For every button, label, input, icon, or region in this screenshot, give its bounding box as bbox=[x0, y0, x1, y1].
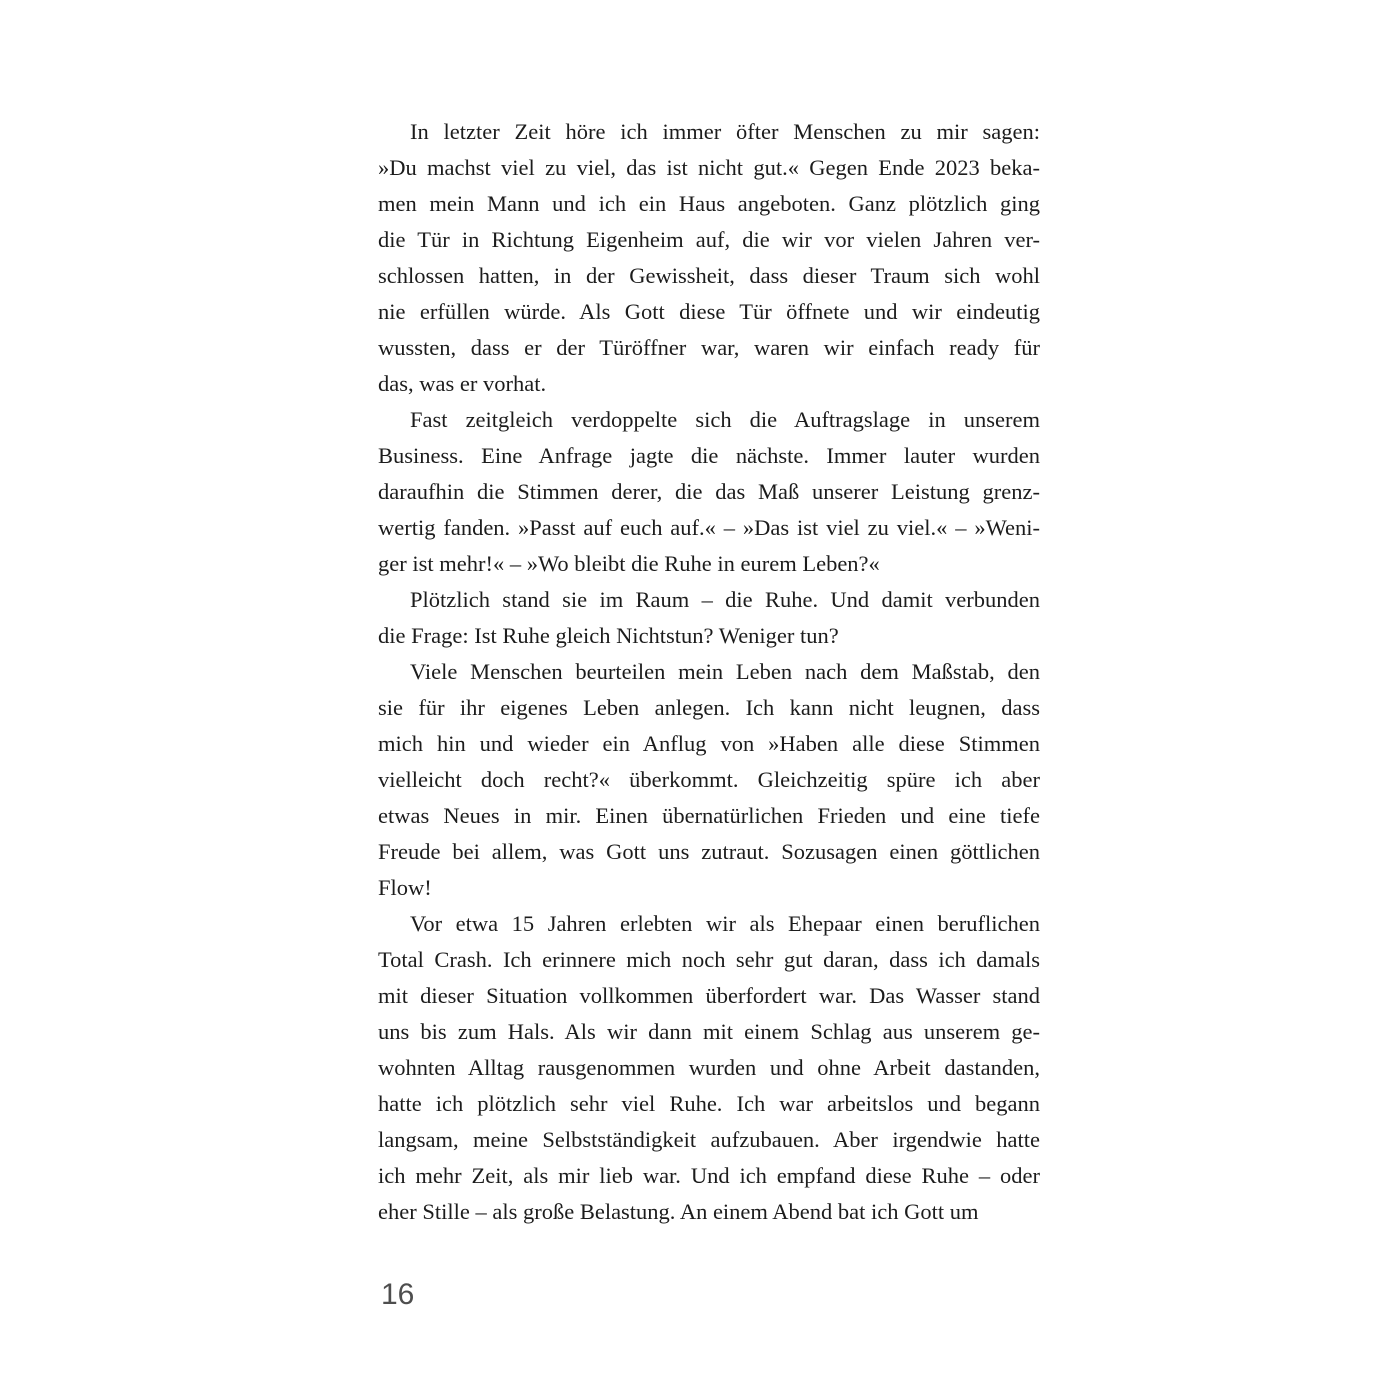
text-line: men mein Mann und ich ein Haus angeboten. Ganz plötzlich ging bbox=[378, 191, 1040, 216]
paragraph bbox=[378, 114, 1040, 402]
text-line: daraufhin die Stimmen derer, die das Maß unserer Leistung grenz- bbox=[378, 479, 1040, 504]
page-number: 16 bbox=[381, 1278, 415, 1311]
text-line: das, was er vorhat. bbox=[378, 371, 547, 396]
body-text bbox=[378, 114, 1040, 1230]
text-line: wertig fanden. »Passt auf euch auf.« – »Das ist viel zu viel.« – »Weni- bbox=[378, 515, 1040, 540]
text-line: Flow! bbox=[378, 875, 432, 900]
text-line: Vor etwa 15 Jahren erlebten wir als Ehepaar einen beruflichen bbox=[410, 911, 1040, 936]
text-line: Plötzlich stand sie im Raum – die Ruhe. Und damit verbunden bbox=[410, 587, 1040, 612]
text-line: Business. Eine Anfrage jagte die nächste. Immer lauter wurden bbox=[378, 443, 1040, 468]
text-line: die Tür in Richtung Eigenheim auf, die wir vor vielen Jahren ver- bbox=[378, 227, 1040, 252]
text-line: Fast zeitgleich verdoppelte sich die Auftragslage in unserem bbox=[410, 407, 1040, 432]
text-line: langsam, meine Selbstständigkeit aufzubauen. Aber irgendwie hatte bbox=[378, 1127, 1040, 1152]
text-line: hatte ich plötzlich sehr viel Ruhe. Ich war arbeitslos und begann bbox=[378, 1091, 1040, 1116]
text-line: wohnten Alltag rausgenommen wurden und ohne Arbeit dastanden, bbox=[378, 1055, 1040, 1080]
text-line: ger ist mehr!« – »Wo bleibt die Ruhe in eurem Leben?« bbox=[378, 551, 880, 576]
paragraph bbox=[378, 654, 1040, 906]
text-line: ich mehr Zeit, als mir lieb war. Und ich empfand diese Ruhe – oder bbox=[378, 1163, 1040, 1188]
text-line: In letzter Zeit höre ich immer öfter Menschen zu mir sagen: bbox=[410, 119, 1040, 144]
text-line: Freude bei allem, was Gott uns zutraut. Sozusagen einen göttlichen bbox=[378, 839, 1040, 864]
paragraph bbox=[378, 402, 1040, 582]
text-line: mich hin und wieder ein Anflug von »Haben alle diese Stimmen bbox=[378, 731, 1040, 756]
text-line: die Frage: Ist Ruhe gleich Nichtstun? Weniger tun? bbox=[378, 623, 839, 648]
text-line: mit dieser Situation vollkommen überfordert war. Das Wasser stand bbox=[378, 983, 1040, 1008]
paragraph bbox=[378, 906, 1040, 1230]
text-line: etwas Neues in mir. Einen übernatürlichen Frieden und eine tiefe bbox=[378, 803, 1040, 828]
text-line: vielleicht doch recht?« überkommt. Gleichzeitig spüre ich aber bbox=[378, 767, 1040, 792]
text-line: uns bis zum Hals. Als wir dann mit einem Schlag aus unserem ge- bbox=[378, 1019, 1040, 1044]
paragraph bbox=[378, 582, 1040, 654]
text-line: nie erfüllen würde. Als Gott diese Tür öffnete und wir eindeutig bbox=[378, 299, 1040, 324]
text-line: Total Crash. Ich erinnere mich noch sehr gut daran, dass ich damals bbox=[378, 947, 1040, 972]
text-line: sie für ihr eigenes Leben anlegen. Ich kann nicht leugnen, dass bbox=[378, 695, 1040, 720]
text-line: »Du machst viel zu viel, das ist nicht gut.« Gegen Ende 2023 beka- bbox=[378, 155, 1040, 180]
text-line: wussten, dass er der Türöffner war, waren wir einfach ready für bbox=[378, 335, 1040, 360]
text-line: eher Stille – als große Belastung. An einem Abend bat ich Gott um bbox=[378, 1199, 979, 1224]
text-line: schlossen hatten, in der Gewissheit, dass dieser Traum sich wohl bbox=[378, 263, 1040, 288]
text-line: Viele Menschen beurteilen mein Leben nach dem Maßstab, den bbox=[410, 659, 1040, 684]
